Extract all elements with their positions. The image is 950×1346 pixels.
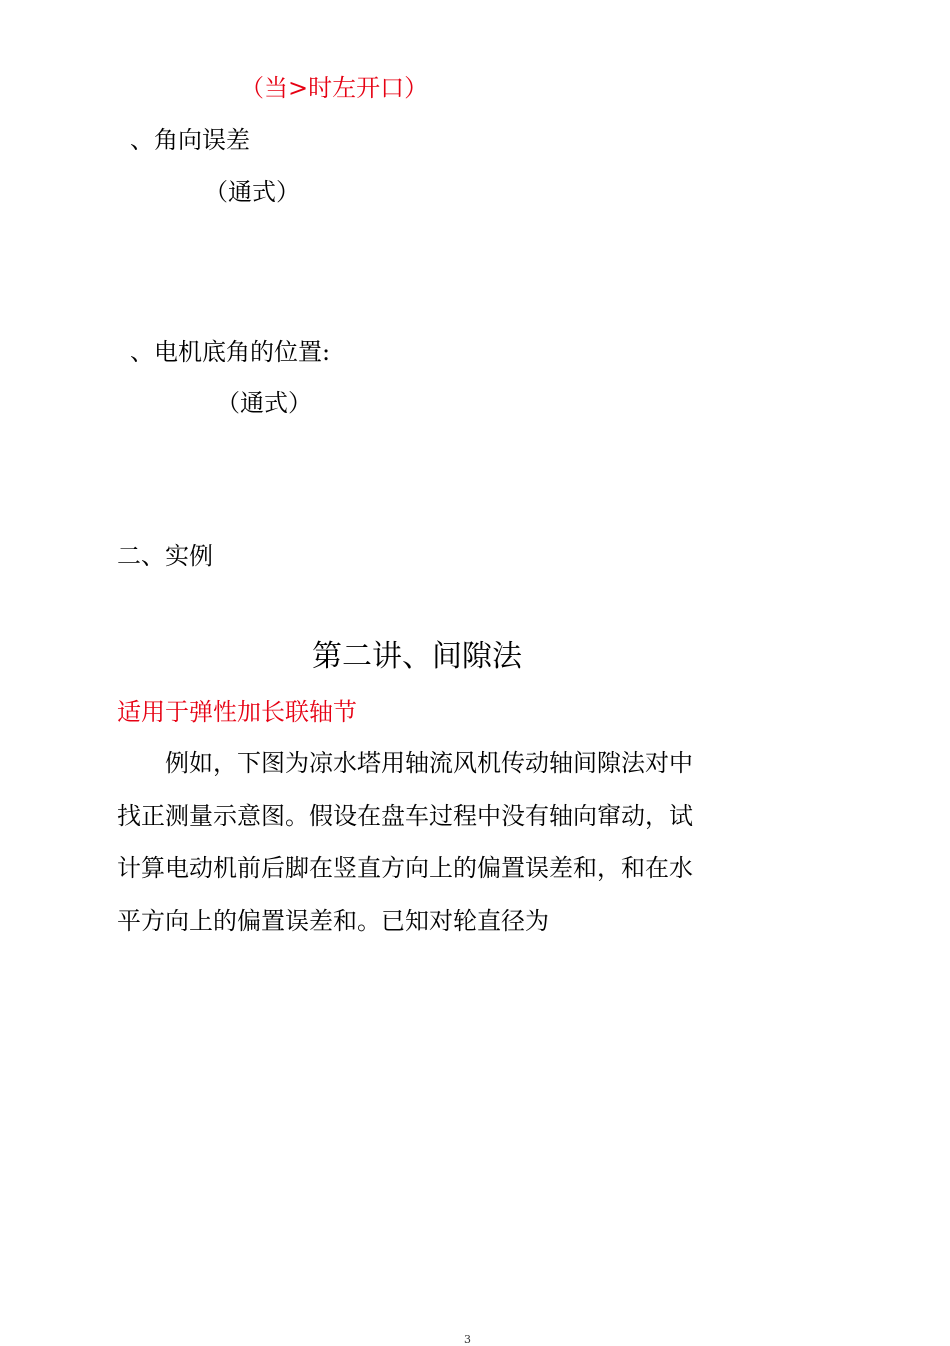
page-number: 3	[464, 1333, 471, 1346]
lecture-title: 第二讲、间隙法	[312, 639, 522, 674]
angular-error-heading: 、角向误差	[130, 126, 250, 154]
paragraph-line-1: 例如，下图为凉水塔用轴流风机传动轴间隙法对中	[165, 749, 693, 777]
general-formula-label-2: （通式）	[216, 389, 312, 417]
section-examples-heading: 二、实例	[117, 542, 213, 570]
general-formula-label-1: （通式）	[204, 178, 300, 206]
motor-foot-position-heading: 、电机底角的位置:	[130, 338, 331, 366]
open-left-note: （当>时左开口）	[240, 74, 429, 102]
paragraph-line-2: 找正测量示意图。假设在盘车过程中没有轴向窜动，试	[117, 802, 693, 830]
paragraph-line-3: 计算电动机前后脚在竖直方向上的偏置误差和，和在水	[117, 854, 693, 882]
applicability-note: 适用于弹性加长联轴节	[117, 698, 357, 726]
paragraph-line-4: 平方向上的偏置误差和。已知对轮直径为	[117, 907, 549, 935]
